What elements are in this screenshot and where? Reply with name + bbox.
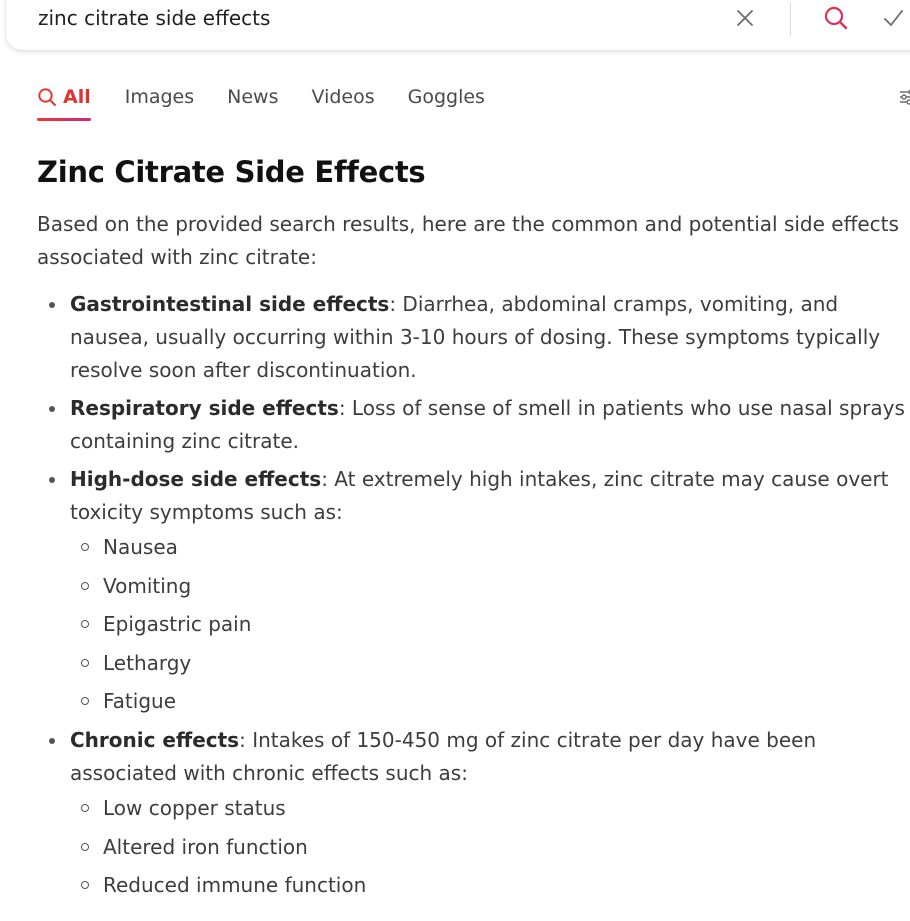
sub-list — [70, 792, 907, 902]
list-item-term: Gastrointestinal side effects — [70, 292, 390, 316]
list-item-term: Respiratory side effects — [70, 396, 339, 420]
list-item — [37, 463, 907, 718]
list-item — [37, 392, 907, 458]
side-effects-list — [37, 288, 907, 902]
list-item-text: : Intakes of 150-450 mg of zinc citrate per day have been associated with chronic effects such as: — [70, 727, 817, 785]
search-icon[interactable] — [823, 5, 849, 31]
sub-list-item: Low copper status — [70, 792, 907, 825]
sub-list-item: Reduced immune function — [70, 869, 907, 902]
sub-list-item: Altered iron function — [70, 831, 907, 864]
search-bar — [6, 0, 910, 50]
check-icon[interactable] — [882, 7, 904, 29]
tab-videos[interactable]: Videos — [311, 86, 375, 108]
close-icon[interactable] — [735, 8, 755, 28]
sub-list — [70, 531, 907, 718]
list-item-term: High-dose side effects — [70, 467, 322, 491]
tab-all[interactable] — [37, 84, 91, 110]
list-item-text: : Diarrhea, abdominal cramps, vomiting, and nausea, usually occurring within 3-10 hours of dosing. These symptoms typically resolve soon after discontinuation. — [70, 292, 881, 382]
tab-label: All — [63, 86, 91, 108]
search-input[interactable]: zinc citrate side effects — [38, 6, 271, 30]
tab-goggles[interactable]: Goggles — [407, 86, 485, 108]
sub-list-item: Nausea — [70, 531, 907, 564]
list-item — [37, 724, 907, 902]
list-item-text: : At extremely high intakes, zinc citrate may cause overt toxicity symptoms such as: — [70, 467, 889, 524]
list-item-text: : Loss of sense of smell in patients who use nasal sprays containing zinc citrate. — [70, 396, 905, 453]
tab-images[interactable]: Images — [124, 86, 195, 108]
tab-news[interactable]: News — [227, 86, 279, 108]
sub-list-item: Epigastric pain — [70, 608, 907, 641]
list-item-term: Chronic effects — [70, 727, 240, 752]
answer-panel — [37, 150, 907, 908]
search-icon — [37, 87, 57, 107]
sub-list-item: Fatigue — [70, 685, 907, 718]
search-tabs — [37, 84, 518, 124]
list-item — [37, 288, 907, 387]
filter-icon[interactable] — [898, 87, 910, 107]
answer-intro: Based on the provided search results, here are the common and potential side effects associated with zinc citrate: — [37, 212, 899, 269]
sub-list-item: Lethargy — [70, 647, 907, 680]
search-divider — [790, 2, 791, 36]
answer-title: Zinc Citrate Side Effects — [37, 155, 426, 189]
sub-list-item: Vomiting — [70, 570, 907, 603]
